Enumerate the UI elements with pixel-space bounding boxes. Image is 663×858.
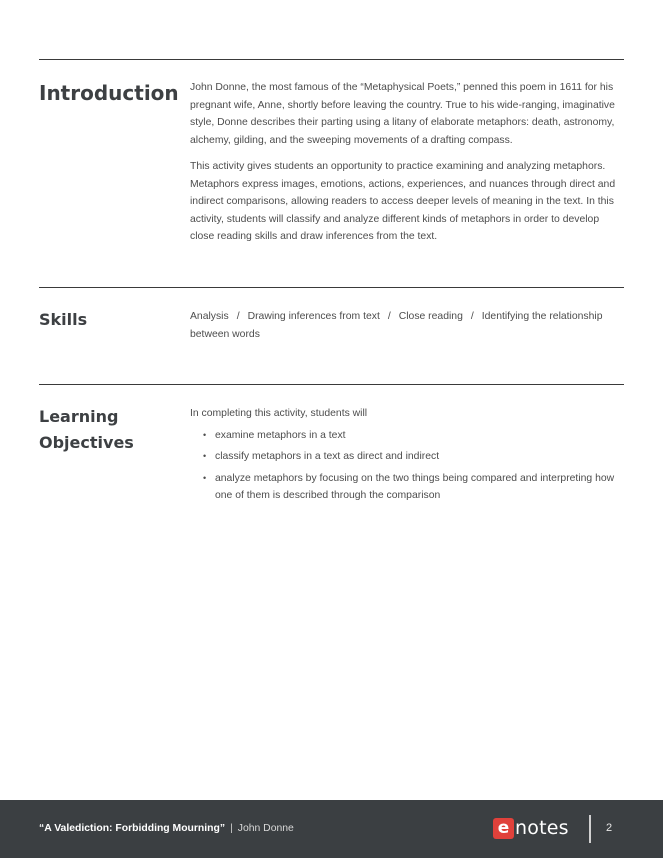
section-divider-top — [39, 59, 624, 60]
objectives-heading — [39, 404, 134, 456]
footer-author: John Donne — [237, 823, 294, 834]
objectives-list — [190, 427, 626, 505]
skills-heading: Skills — [39, 310, 88, 329]
objective-text: classify metaphors in a text as direct and indirect — [215, 451, 440, 462]
skill-separator: / — [387, 311, 391, 322]
objective-item — [190, 427, 626, 445]
introduction-paragraph-2: This activity gives students an opportunity to practice examining and analyzing metaphors. Metaphors express images, emotions, actions, experiences, and nuances through direct and indirect comparisons, allowing readers to access deeper levels of meaning in the text. In this activity, students will classify and analyze different kinds of metaphors in order to develop close reading skills and draw inferences from the text. — [190, 161, 616, 242]
objectives-heading-line-1: Learning — [39, 407, 119, 426]
bullet-icon: • — [203, 472, 207, 483]
objective-item — [190, 448, 626, 466]
objective-text: analyze metaphors by focusing on the two things being compared and interpreting how one of them is described through the comparison — [215, 472, 615, 501]
bullet-icon: • — [203, 429, 207, 440]
introduction-paragraph-1: John Donne, the most famous of the “Metaphysical Poets,” penned this poem in 1611 for his pregnant wife, Anne, shortly before leaving the country. True to his wide-ranging, imaginative style, Donne describes their parting using a litany of elaborate metaphors: death, astronomy, alchemy, gilding, and the sweeping movements of a drafting compass. — [190, 82, 615, 146]
skill-item: Drawing inferences from text — [247, 311, 380, 322]
page-number: 2 — [606, 822, 613, 834]
footer-work-title — [39, 823, 294, 834]
skills-list — [190, 308, 626, 343]
objective-text: examine metaphors in a text — [215, 429, 346, 441]
section-divider-objectives — [39, 384, 624, 385]
objectives-intro: In completing this activity, students will — [190, 408, 368, 419]
enotes-logo-icon: e — [493, 818, 514, 839]
footer-poem-title: “A Valediction: Forbidding Mourning” — [39, 823, 226, 834]
enotes-logo-text: notes — [515, 817, 569, 839]
skill-separator: / — [236, 311, 240, 322]
objectives-body — [190, 405, 626, 509]
introduction-heading: Introduction — [39, 81, 179, 105]
objectives-heading-line-2: Objectives — [39, 433, 134, 452]
introduction-body — [190, 79, 626, 255]
bullet-icon: • — [203, 451, 207, 461]
skill-separator: / — [470, 311, 474, 322]
skill-item: Identifying the relationship between words — [190, 311, 603, 340]
skill-item: Close reading — [398, 311, 463, 322]
footer-divider — [589, 815, 591, 843]
enotes-logo — [493, 815, 569, 841]
objective-item — [190, 470, 626, 505]
footer-pipe: | — [230, 823, 233, 834]
skill-item: Analysis — [190, 311, 229, 322]
page-footer — [0, 800, 663, 858]
section-divider-skills — [39, 287, 624, 288]
